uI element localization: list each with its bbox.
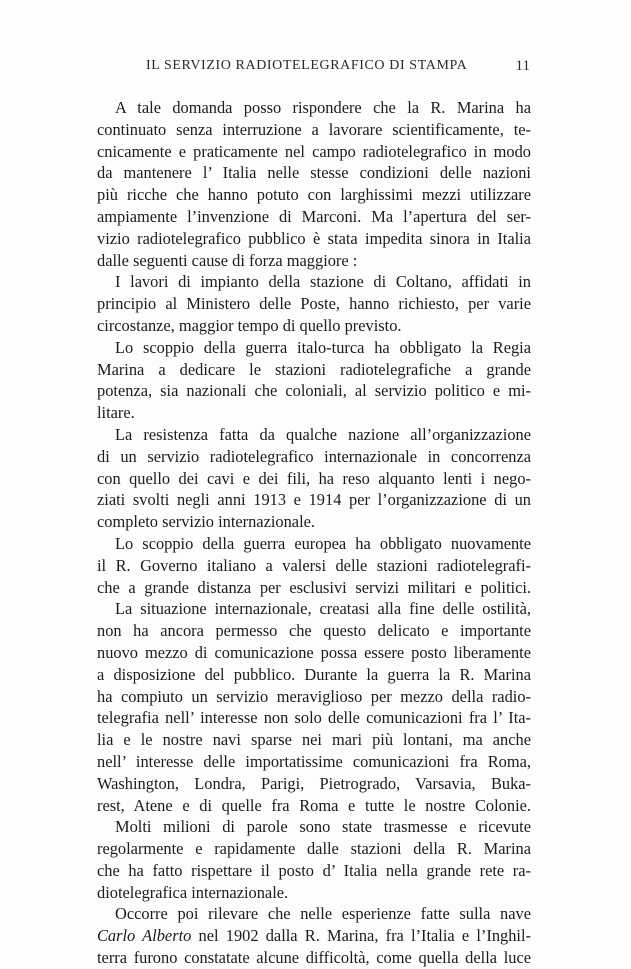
text-line: non ha ancora permesso che questo delicato e importante	[97, 621, 531, 641]
text-line: completo servizio internazionale.	[97, 512, 316, 532]
text-line: terra furono constatate alcune difficoltà, come quella della luce	[97, 948, 531, 968]
text-line: di un servizio radiotelegrafico internazionale in concorrenza	[97, 446, 531, 466]
text-line: circostanze, maggior tempo di quello previsto.	[97, 315, 402, 335]
text-line: Lo scoppio della guerra italo-turca ha obbligato la Regia	[115, 337, 531, 357]
text-line: ampiamente l’invenzione di Marconi. Ma l’apertura del ser-	[97, 206, 531, 226]
text-line	[97, 925, 531, 947]
text-line: Occorre poi rilevare che nelle esperienze fatte sulla nave	[115, 904, 531, 924]
text-line: più ricche che hanno potuto con larghissimi mezzi utilizzare	[97, 185, 531, 205]
text-line: principio al Ministero delle Poste, hanno richiesto, per varie	[97, 294, 531, 314]
text-line: con quello dei cavi e dei fili, ha reso alquanto lenti i nego-	[97, 468, 531, 488]
text-line: vizio radiotelegrafico pubblico è stata impedita sinora in Italia	[97, 228, 531, 248]
text-line: litare.	[97, 403, 135, 423]
text-line: Marina a dedicare le stazioni radiotelegrafiche a grande	[97, 359, 531, 379]
text-line: A tale domanda posso rispondere che la R. Marina ha	[115, 98, 531, 117]
text-line: continuato senza interruzione a lavorare scientificamente, te-	[97, 119, 531, 139]
text-line: dalle seguenti cause di forza maggiore :	[97, 250, 358, 270]
ship-name: Carlo Alberto	[97, 926, 192, 946]
text-line: nuovo mezzo di comunicazione possa essere posto liberamente	[97, 642, 531, 662]
text-line-rest: nel 1902 dalla R. Marina, fra l’Italia e l’Inghil-	[191, 926, 531, 946]
running-header	[96, 58, 530, 80]
text-line: a disposizione del pubblico. Durante la guerra la R. Marina	[97, 664, 531, 684]
text-line: Washington, Londra, Parigi, Pietrogrado, Varsavia, Buka-	[97, 773, 531, 793]
text-line: che a grande distanza per esclusivi servizi militari e politici.	[97, 577, 531, 597]
text-line: ha compiuto un servizio meraviglioso per mezzo della radio-	[97, 686, 531, 706]
text-line: telegrafia nell’ interesse non solo delle comunicazioni fra l’ Ita-	[97, 708, 531, 728]
body-text	[97, 97, 531, 969]
page-number: 11	[515, 58, 530, 74]
text-line: il R. Governo italiano a valersi delle stazioni radiotelegrafi-	[97, 555, 531, 575]
text-line: I lavori di impianto della stazione di Coltano, affidati in	[115, 272, 531, 292]
text-line: nell’ interesse delle importatissime comunicazioni fra Roma,	[97, 751, 531, 771]
text-line: La situazione internazionale, creatasi alla fine delle ostilità,	[115, 599, 531, 619]
text-line: La resistenza fatta da qualche nazione all’organizzazione	[115, 424, 531, 444]
text-line: ziati svolti negli anni 1913 e 1914 per l’organizzazione di un	[97, 490, 531, 510]
text-line: diotelegrafica internazionale.	[97, 882, 289, 902]
text-line: Molti milioni di parole sono state trasmesse e ricevute	[115, 817, 531, 837]
text-line: cnicamente e praticamente nel campo radiotelegrafico in modo	[97, 141, 531, 161]
text-line: lia e le nostre navi sparse nei mari più lontani, ma anche	[97, 730, 531, 750]
text-line: regolarmente e rapidamente dalle stazioni della R. Marina	[97, 839, 531, 859]
running-title: IL SERVIZIO RADIOTELEGRAFICO DI STAMPA	[146, 58, 468, 73]
text-line: potenza, sia nazionali che coloniali, al servizio politico e mi-	[97, 381, 531, 401]
text-line: Lo scoppio della guerra europea ha obbligato nuovamente	[115, 533, 531, 553]
text-line: che ha fatto rispettare il posto d’ Italia nella grande rete ra-	[97, 860, 531, 880]
text-line: rest, Atene e di quelle fra Roma e tutte le nostre Colonie.	[97, 795, 531, 815]
text-line: da mantenere l’ Italia nelle stesse condizioni delle nazioni	[97, 163, 531, 183]
